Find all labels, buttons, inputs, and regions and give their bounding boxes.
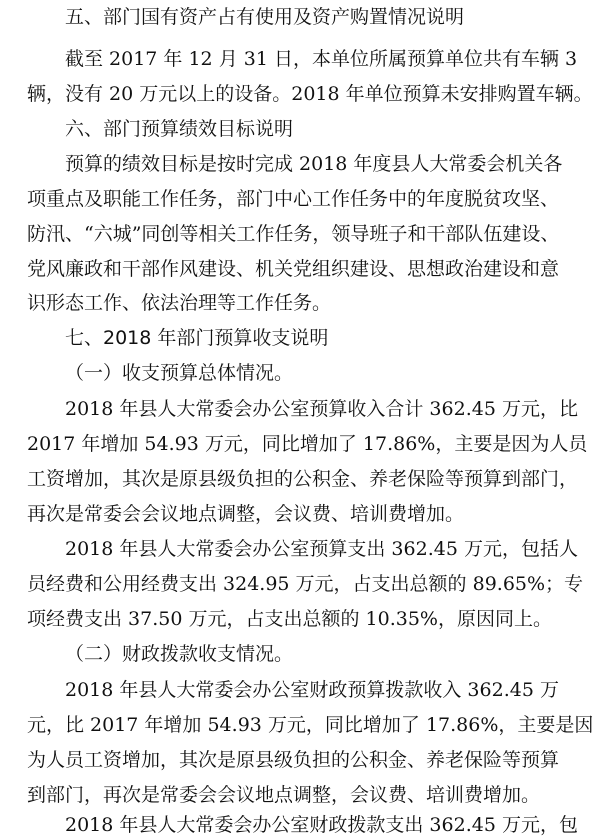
sub1-para1-line-3: 工资增加，其次是原县级负担的公积金、养老保险等预算到部门， — [27, 468, 579, 490]
subsection-2-title: （二）财政拨款收支情况。 — [65, 643, 294, 665]
sub2-para1-line-2: 元，比 2017 年增加 54.93 万元，同比增加了 17.86%，主要是因 — [27, 714, 594, 736]
section-6-line-5: 识形态工作、依法治理等工作任务。 — [27, 292, 332, 314]
section-6-line-3: 防汛、“六城”同创等相关工作任务，领导班子和干部队伍建设、 — [27, 223, 560, 245]
section-6-line-2: 项重点及职能工作任务，部门中心工作任务中的年度脱贫攻坚、 — [27, 188, 560, 210]
sub1-para1-line-1: 2018 年县人大常委会办公室预算收入合计 362.45 万元，比 — [65, 398, 578, 420]
section-5-line-2: 辆，没有 20 万元以上的设备。2018 年单位预算未安排购置车辆。 — [27, 83, 593, 105]
sub1-para1-line-4: 再次是常委会会议地点调整，会议费、培训费增加。 — [27, 503, 465, 525]
sub1-para1-line-2: 2017 年增加 54.93 万元，同比增加了 17.86%，主要是因为人员 — [27, 433, 588, 455]
section-6-heading: 六、部门预算绩效目标说明 — [65, 118, 294, 140]
sub1-para2-line-3: 项经费支出 37.50 万元，占支出总额的 10.35%，原因同上。 — [27, 608, 552, 630]
section-7-heading: 七、2018 年部门预算收支说明 — [65, 327, 329, 349]
sub1-para2-line-2: 员经费和公用经费支出 324.95 万元，占支出总额的 89.65%；专 — [27, 573, 584, 595]
subsection-1-title: （一）收支预算总体情况。 — [65, 362, 294, 384]
section-6-line-4: 党风廉政和干部作风建设、机关党组织建设、思想政治建设和意 — [27, 258, 560, 280]
section-5-heading: 五、部门国有资产占有使用及资产购置情况说明 — [65, 6, 465, 28]
sub1-para2-line-1: 2018 年县人大常委会办公室预算支出 362.45 万元，包括人 — [65, 538, 578, 560]
section-5-line-1: 截至 2017 年 12 月 31 日，本单位所属预算单位共有车辆 3 — [65, 48, 578, 70]
sub2-para1-line-1: 2018 年县人大常委会办公室财政预算拨款收入 362.45 万 — [65, 679, 559, 701]
sub2-para1-line-3: 为人员工资增加，其次是原县级负担的公积金、养老保险等预算 — [27, 749, 560, 771]
sub2-para1-line-4: 到部门，再次是常委会会议地点调整，会议费、培训费增加。 — [27, 784, 541, 806]
section-6-line-1: 预算的绩效目标是按时完成 2018 年度县人大常委会机关各 — [65, 153, 563, 175]
sub2-para2-line-1: 2018 年县人大常委会办公室财政拨款支出 362.45 万元，包 — [65, 814, 578, 836]
